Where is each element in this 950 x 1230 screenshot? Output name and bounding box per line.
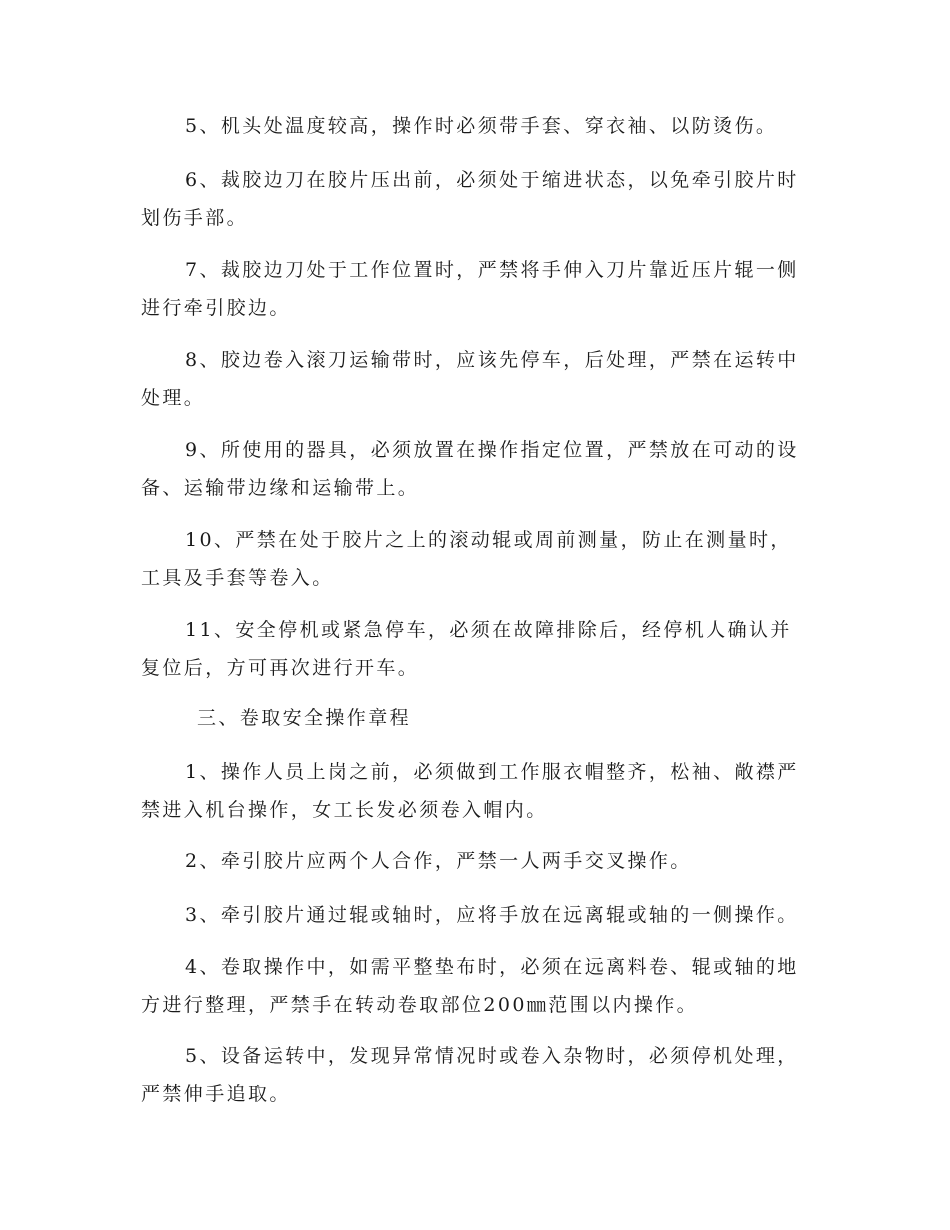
paragraph-item-5b: 5、设备运转中，发现异常情况时或卷入杂物时，必须停机处理，严禁伸手追取。	[141, 1045, 799, 1105]
paragraph-item-1: 1、操作人员上岗之前，必须做到工作服衣帽整齐，松袖、敞襟严禁进入机台操作，女工长发必须卷入帽内。	[141, 761, 799, 821]
paragraph-item-2: 2、牵引胶片应两个人合作，严禁一人两手交叉操作。	[185, 850, 692, 872]
paragraph-item-6: 6、裁胶边刀在胶片压出前，必须处于缩进状态，以免牵引胶片时划伤手部。	[141, 169, 799, 229]
paragraph-item-10: 10、严禁在处于胶片之上的滚动辊或周前测量，防止在测量时，工具及手套等卷入。	[141, 529, 792, 589]
paragraph-item-3: 3、牵引胶片通过辊或轴时，应将手放在远离辊或轴的一侧操作。	[185, 904, 799, 926]
paragraph-item-8: 8、胶边卷入滚刀运输带时，应该先停车，后处理，严禁在运转中处理。	[141, 349, 799, 409]
section-heading: 三、卷取安全操作章程	[197, 707, 412, 729]
paragraph-item-5: 5、机头处温度较高，操作时必须带手套、穿衣袖、以防烫伤。	[185, 115, 778, 137]
paragraph-item-7: 7、裁胶边刀处于工作位置时，严禁将手伸入刀片靠近压片辊一侧进行牵引胶边。	[141, 259, 799, 319]
paragraph-item-4: 4、卷取操作中，如需平整垫布时，必须在远离料卷、辊或轴的地方进行整理，严禁手在转动卷取部位200㎜范围以内操作。	[141, 956, 799, 1016]
paragraph-item-9: 9、所使用的器具，必须放置在操作指定位置，严禁放在可动的设备、运输带边缘和运输带上。	[141, 439, 799, 499]
paragraph-item-11: 11、安全停机或紧急停车，必须在故障排除后，经停机人确认并复位后，方可再次进行开车。	[141, 619, 792, 679]
